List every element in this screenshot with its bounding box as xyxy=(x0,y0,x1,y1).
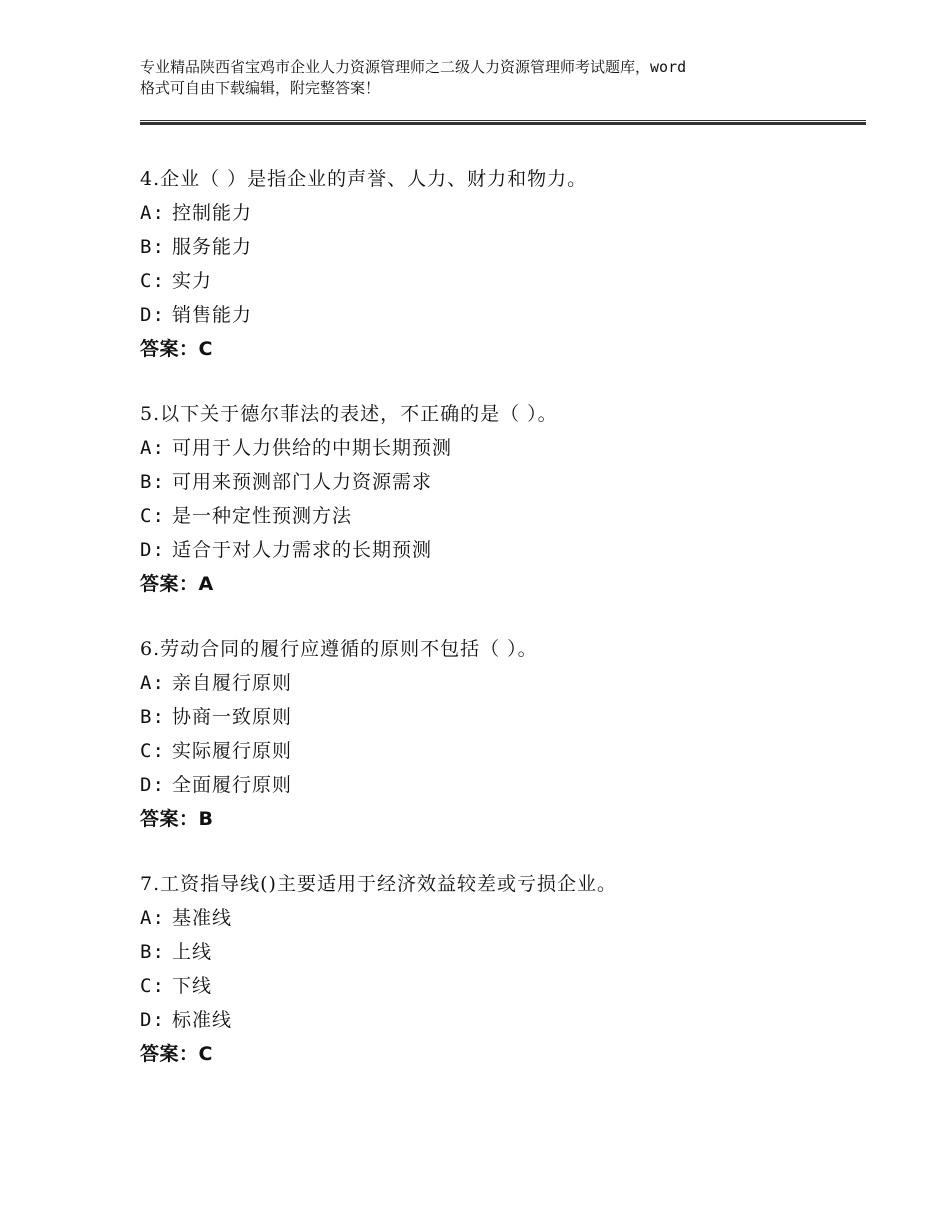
option-text: 销售能力 xyxy=(172,304,253,326)
answer-line: 答案：C xyxy=(140,1043,213,1065)
option-letter: B: xyxy=(140,941,165,963)
option-letter: D: xyxy=(140,1009,165,1031)
option-letter: B: xyxy=(140,706,165,728)
question-title: 6.劳动合同的履行应遵循的原则不包括（ ）。 xyxy=(140,638,538,660)
option-d xyxy=(140,298,860,332)
answer-line: 答案：A xyxy=(140,573,214,595)
option-letter: C: xyxy=(140,505,165,527)
header-title-line-2: 格式可自由下载编辑，附完整答案！ xyxy=(140,79,381,97)
header-divider xyxy=(140,120,866,125)
option-letter: C: xyxy=(140,270,165,292)
question-title: 7.工资指导线()主要适用于经济效益较差或亏损企业。 xyxy=(140,873,617,895)
option-letter: B: xyxy=(140,236,165,258)
option-letter: D: xyxy=(140,304,165,326)
question-item xyxy=(140,162,860,366)
option-letter: B: xyxy=(140,471,165,493)
option-text: 是一种定性预测方法 xyxy=(172,505,353,527)
document-header xyxy=(140,57,830,99)
option-d xyxy=(140,1003,860,1037)
option-text: 标准线 xyxy=(172,1009,233,1031)
header-title-line-1: 专业精品陕西省宝鸡市企业人力资源管理师之二级人力资源管理师考试题库，word xyxy=(140,58,687,76)
option-letter: A: xyxy=(140,437,165,459)
option-text: 亲自履行原则 xyxy=(172,672,293,694)
option-text: 服务能力 xyxy=(172,236,253,258)
option-letter: D: xyxy=(140,774,165,796)
question-title: 5.以下关于德尔菲法的表述，不正确的是（ ）。 xyxy=(140,403,558,425)
option-text: 下线 xyxy=(172,975,213,997)
option-d xyxy=(140,768,860,802)
option-c xyxy=(140,734,860,768)
option-text: 实际履行原则 xyxy=(172,740,293,762)
option-text: 协商一致原则 xyxy=(172,706,293,728)
option-text: 全面履行原则 xyxy=(172,774,293,796)
option-text: 可用于人力供给的中期长期预测 xyxy=(172,437,453,459)
option-text: 适合于对人力需求的长期预测 xyxy=(172,539,433,561)
option-a xyxy=(140,666,860,700)
option-a xyxy=(140,196,860,230)
option-c xyxy=(140,499,860,533)
option-c xyxy=(140,969,860,1003)
option-letter: A: xyxy=(140,202,165,224)
question-item xyxy=(140,867,860,1071)
question-list xyxy=(140,162,860,1102)
option-text: 可用来预测部门人力资源需求 xyxy=(172,471,433,493)
option-b xyxy=(140,935,860,969)
question-item xyxy=(140,632,860,836)
option-b xyxy=(140,230,860,264)
option-a xyxy=(140,901,860,935)
option-letter: C: xyxy=(140,740,165,762)
option-text: 基准线 xyxy=(172,907,233,929)
option-text: 实力 xyxy=(172,270,213,292)
option-letter: D: xyxy=(140,539,165,561)
option-text: 控制能力 xyxy=(172,202,253,224)
option-b xyxy=(140,465,860,499)
option-d xyxy=(140,533,860,567)
option-letter: A: xyxy=(140,907,165,929)
question-item xyxy=(140,397,860,601)
answer-line: 答案：C xyxy=(140,338,213,360)
option-b xyxy=(140,700,860,734)
option-text: 上线 xyxy=(172,941,213,963)
option-a xyxy=(140,431,860,465)
option-letter: C: xyxy=(140,975,165,997)
option-c xyxy=(140,264,860,298)
answer-line: 答案：B xyxy=(140,808,214,830)
question-title: 4.企业（ ）是指企业的声誉、人力、财力和物力。 xyxy=(140,168,588,190)
option-letter: A: xyxy=(140,672,165,694)
